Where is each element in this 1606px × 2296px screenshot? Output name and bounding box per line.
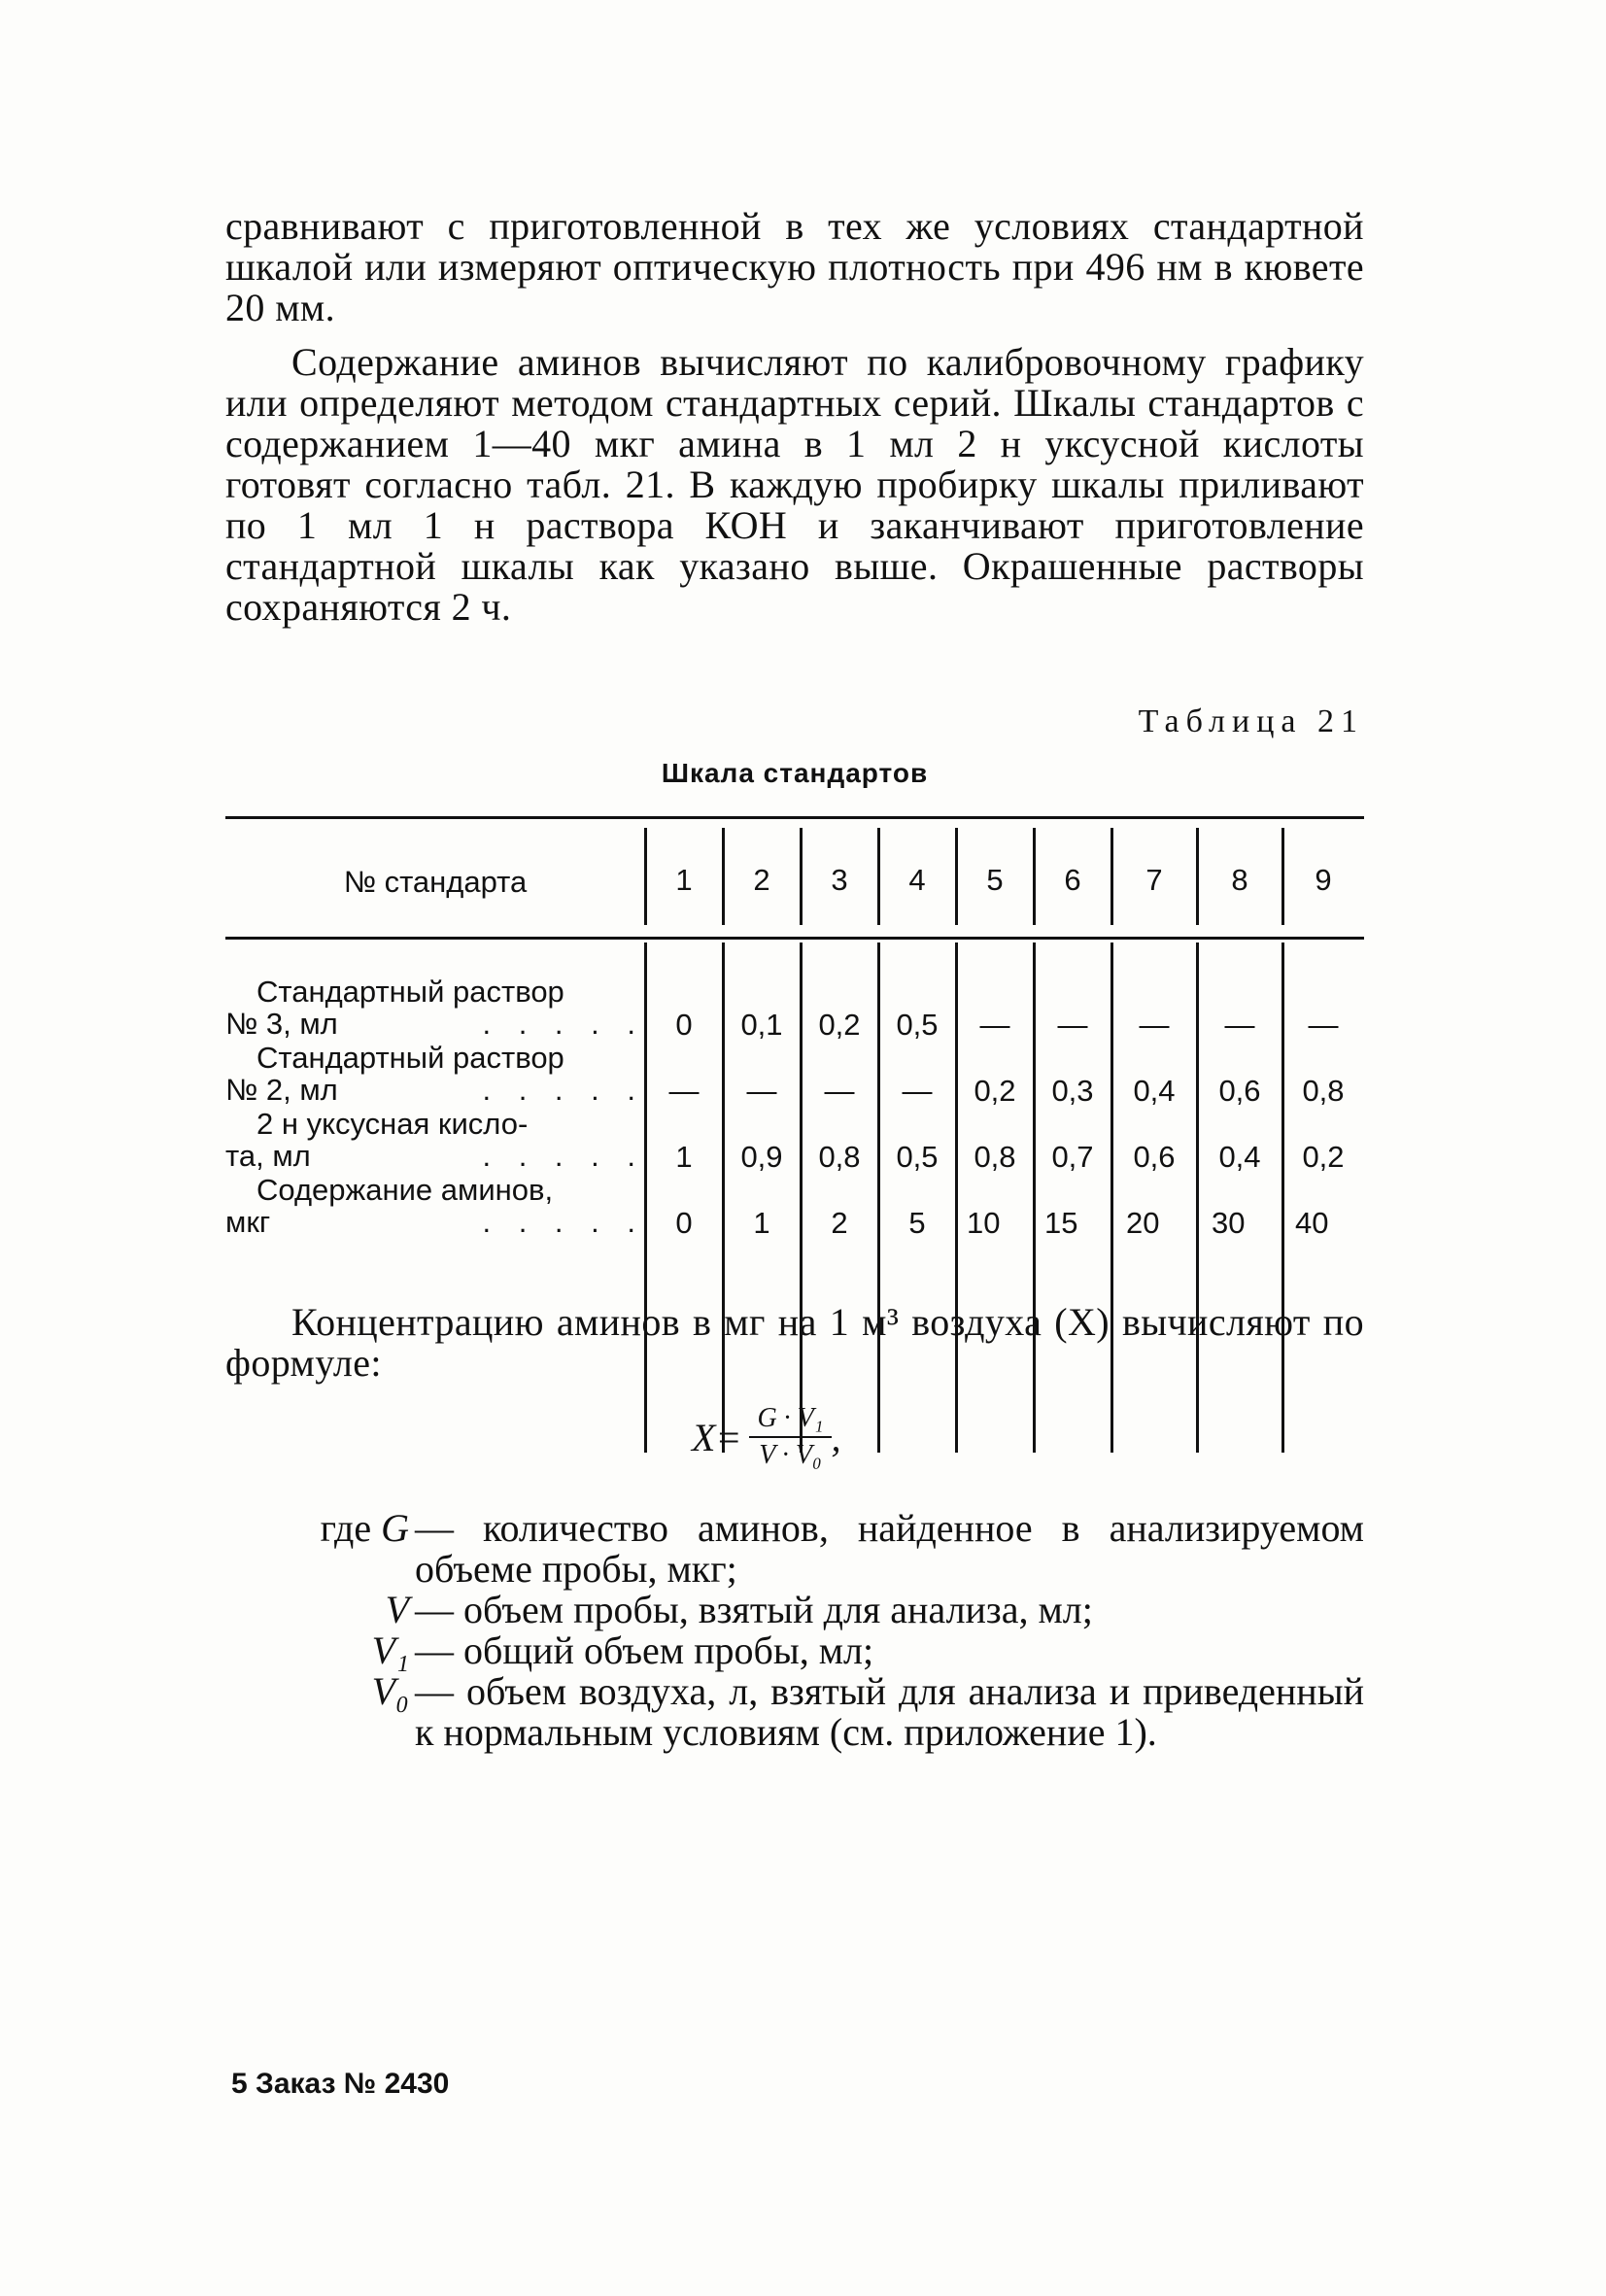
table-row-label — [225, 1173, 645, 1239]
formula-fraction — [749, 1403, 831, 1471]
table-cell: — — [902, 1074, 933, 1108]
table-row-label — [225, 1041, 645, 1107]
table-row-label-line1: Стандартный раствор — [256, 975, 564, 1009]
table-cell: — — [1139, 1008, 1170, 1042]
table-cell: 0,5 — [896, 1140, 939, 1174]
table-cell: 0,4 — [1133, 1074, 1176, 1108]
table-cell: — — [979, 1008, 1010, 1042]
table-cell: 0,2 — [974, 1074, 1016, 1108]
table-row-label-line1: Содержание аминов, — [256, 1173, 554, 1207]
table-header-col-2: 2 — [753, 863, 770, 897]
table-cell: — — [668, 1074, 700, 1108]
definition-item — [225, 1508, 1364, 1590]
table-cell: — — [1057, 1008, 1088, 1042]
table-title: Шкала стандартов — [661, 758, 929, 788]
table-vline — [877, 828, 880, 925]
table-row-leader-dots: . . . . . — [482, 1073, 645, 1107]
definition-text: — общий объем пробы, мл; — [415, 1628, 874, 1672]
definition-symbol: V — [385, 1588, 409, 1631]
table-header-col-3: 3 — [831, 863, 848, 897]
table-row-label-line1: Стандартный раствор — [256, 1041, 564, 1075]
page-footer: 5 Заказ № 2430 — [231, 2068, 450, 2100]
table-row-leader-dots: . . . . . — [482, 1139, 645, 1173]
table-cell: 0,1 — [740, 1008, 783, 1042]
table-header-col-8: 8 — [1231, 863, 1248, 897]
table-row-leader-dots: . . . . . — [482, 1007, 645, 1041]
table-header-col-9: 9 — [1315, 863, 1332, 897]
table-row-label — [225, 1107, 645, 1173]
table-row-label — [225, 975, 645, 1041]
table-vline — [644, 828, 647, 925]
formula-denominator: V · V₀ — [759, 1440, 822, 1470]
definitions-list — [225, 1508, 1364, 1753]
table-row-label-line2: № 2, мл — [225, 1073, 338, 1107]
table-header-col-1: 1 — [675, 863, 693, 897]
table-cell: 0,4 — [1218, 1140, 1261, 1174]
table-cell: 10 — [967, 1206, 1001, 1240]
table-cell: 40 — [1295, 1206, 1329, 1240]
table-cell: 0 — [675, 1206, 693, 1240]
table-cell: 0,2 — [818, 1008, 861, 1042]
table-cell: 0,8 — [818, 1140, 861, 1174]
table-cell: 5 — [908, 1206, 926, 1240]
definition-prefix: где — [320, 1506, 372, 1550]
table-cell: 0 — [675, 1008, 693, 1042]
definition-text: — объем пробы, взятый для анализа, мл; — [415, 1588, 1093, 1631]
table-cell: 0,3 — [1051, 1074, 1094, 1108]
definition-symbol-cell — [225, 1508, 415, 1590]
table-row-label-line2: мкг — [225, 1205, 271, 1239]
table-cell: 30 — [1212, 1206, 1246, 1240]
formula-trail: , — [831, 1415, 841, 1459]
formula-numerator: G · V₁ — [749, 1403, 831, 1438]
definition-text: — объем воздуха, л, взятый для анализа и приведенный к нормальным условиям (см. приложение 1). — [415, 1669, 1364, 1754]
table-header-col-4: 4 — [908, 863, 926, 897]
table-cell: 0,6 — [1218, 1074, 1261, 1108]
formula-intro: Концентрацию аминов в мг на 1 м³ воздуха (X) вычисляют по формуле: — [225, 1300, 1364, 1385]
definition-symbol-cell — [225, 1671, 415, 1753]
table-cell: 0,2 — [1302, 1140, 1345, 1174]
paragraph-1: сравнивают с приготовленной в тех же условиях стандартной шкалой или измеряют оптическую плотность при 496 нм в кювете 20 мм. — [225, 204, 1364, 329]
table-cell: 1 — [753, 1206, 770, 1240]
table-cell: 2 — [831, 1206, 848, 1240]
table-cell: — — [1224, 1008, 1255, 1042]
definition-item — [225, 1590, 1364, 1630]
table-vline — [722, 828, 725, 925]
table-cell: 20 — [1126, 1206, 1160, 1240]
table-cell: 15 — [1044, 1206, 1078, 1240]
table-vline — [800, 828, 803, 925]
table-header-col-7: 7 — [1145, 863, 1163, 897]
table-cell: 0,5 — [896, 1008, 939, 1042]
formula-lhs: X= — [692, 1415, 742, 1459]
table-cell: 1 — [675, 1140, 693, 1174]
table-cell: — — [824, 1074, 855, 1108]
table-cell: — — [1308, 1008, 1339, 1042]
table-cell: 0,9 — [740, 1140, 783, 1174]
definition-symbol-cell — [225, 1630, 415, 1671]
definition-text: — количество аминов, найденное в анализируемом объеме пробы, мкг; — [415, 1506, 1364, 1591]
table-row-label-line2: та, мл — [225, 1139, 311, 1173]
definition-symbol: G — [381, 1506, 409, 1550]
definition-symbol-cell — [225, 1590, 415, 1630]
table-vline — [1033, 828, 1036, 925]
table-top-rule — [225, 816, 1364, 819]
table-vline — [1111, 828, 1113, 925]
definition-symbol: V₁ — [371, 1628, 409, 1672]
formula — [692, 1403, 841, 1471]
table-cell: 0,8 — [1302, 1074, 1345, 1108]
table-cell: 0,8 — [974, 1140, 1016, 1174]
table-header-col-5: 5 — [986, 863, 1004, 897]
table-cell: 0,6 — [1133, 1140, 1176, 1174]
table-row-leader-dots: . . . . . — [482, 1205, 645, 1239]
table-cell: 0,7 — [1051, 1140, 1094, 1174]
table-label: Таблица 21 — [1138, 703, 1364, 739]
table-cell: — — [746, 1074, 777, 1108]
table-vline — [955, 828, 958, 925]
table-vline — [1196, 828, 1199, 925]
definition-item — [225, 1671, 1364, 1753]
table-header-col-6: 6 — [1064, 863, 1081, 897]
table-vline — [1281, 828, 1284, 925]
definition-symbol: V₀ — [371, 1669, 409, 1713]
paragraph-2: Содержание аминов вычисляют по калибровочному графику или определяют методом стандартных серий. Шкалы стандартов с содержанием 1—40 мкг амина в 1 мл 2 н уксусной кислоты готовят согласно табл. 21. В каждую пробирку шкалы приливают по 1 мл 1 н раствора КОН и заканчивают приготовление стандартной шкалы как указано выше. Окрашенные растворы сохраняются 2 ч. — [225, 340, 1364, 629]
table-header-rule — [225, 937, 1364, 940]
table-row-label-line1: 2 н уксусная кисло- — [256, 1107, 529, 1141]
table-header-label: № стандарта — [343, 865, 528, 899]
definition-item — [225, 1630, 1364, 1671]
table-row-label-line2: № 3, мл — [225, 1007, 338, 1041]
